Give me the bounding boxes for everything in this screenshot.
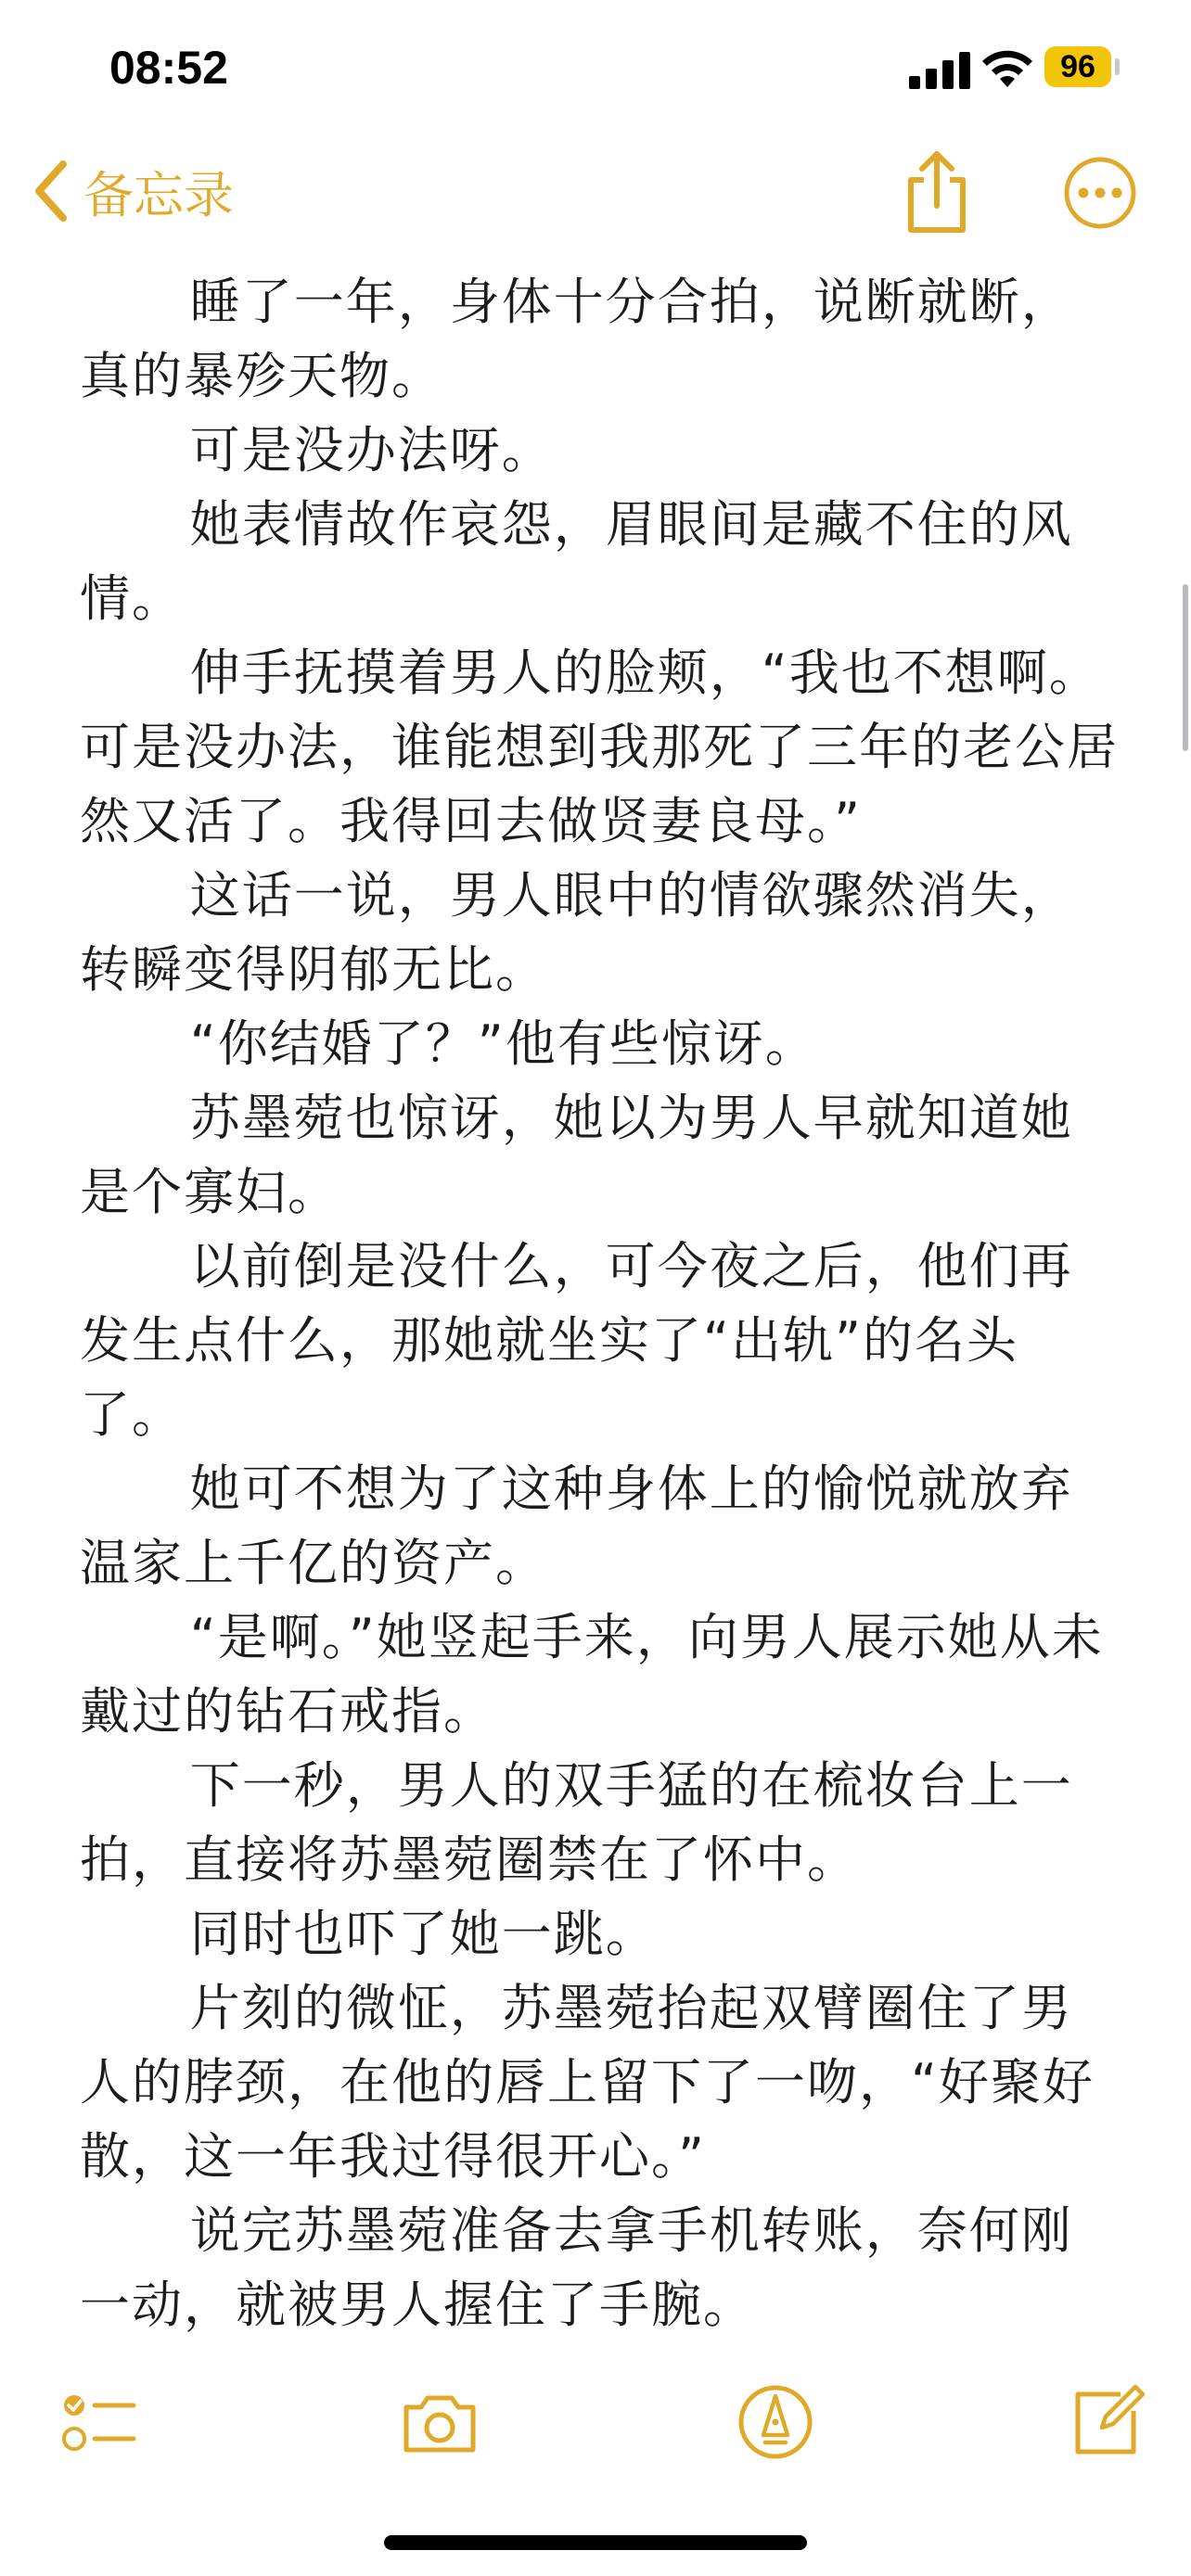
cellular-signal-icon	[909, 52, 974, 89]
home-indicator[interactable]	[384, 2535, 807, 2550]
note-paragraph: 可是没办法呀。	[189, 421, 554, 479]
ellipsis-circle-icon[interactable]	[1063, 156, 1137, 230]
checklist-icon[interactable]	[56, 2381, 137, 2463]
camera-icon[interactable]	[399, 2381, 480, 2463]
status-time: 08:52	[109, 42, 228, 94]
battery-cap	[1115, 58, 1120, 75]
battery-indicator: 96	[1044, 46, 1111, 87]
note-paragraph: “你结婚了？”他有些惊讶。	[189, 1014, 817, 1073]
note-paragraph: 同时也吓了她一跳。	[189, 1905, 658, 1963]
back-button[interactable]	[30, 156, 234, 226]
note-paragraph: 睡了一年，身体十分合拍，说断就断，真的暴殄天物。	[80, 273, 1073, 405]
back-button-label: 备忘录	[83, 165, 234, 224]
wifi-icon	[980, 46, 1035, 89]
navigation-bar	[0, 139, 1191, 241]
note-body[interactable]	[80, 265, 1119, 2342]
note-paragraph: 这话一说，男人眼中的情欲骤然消失，转瞬变得阴郁无比。	[80, 866, 1073, 999]
pen-tip-icon[interactable]	[735, 2381, 816, 2463]
note-paragraph: 片刻的微怔，苏墨菀抬起双臂圈住了男人的脖颈，在他的唇上留下了一吻，“好聚好散，这一年我过得很开心。”	[80, 1979, 1095, 2186]
note-paragraph: 以前倒是没什么，可今夜之后，他们再发生点什么，那她就坐实了“出轨”的名头了。	[80, 1237, 1073, 1444]
note-paragraph: 她可不想为了这种身体上的愉悦就放弃温家上千亿的资产。	[80, 1460, 1073, 1592]
status-bar	[0, 0, 1191, 139]
note-paragraph: 她表情故作哀怨，眉眼间是藏不住的风情。	[80, 495, 1073, 628]
note-paragraph: “是啊。”她竖起手来，向男人展示她从未戴过的钻石戒指。	[80, 1608, 1104, 1741]
note-paragraph: 苏墨菀也惊讶，她以为男人早就知道她是个寡妇。	[80, 1089, 1073, 1221]
bottom-toolbar	[0, 2374, 1191, 2476]
compose-icon[interactable]	[1065, 2381, 1146, 2463]
chevron-left-icon	[30, 159, 70, 223]
scroll-indicator[interactable]	[1183, 584, 1188, 751]
share-icon[interactable]	[900, 148, 974, 237]
note-paragraph: 下一秒，男人的双手猛的在梳妆台上一拍，直接将苏墨菀圈禁在了怀中。	[80, 1756, 1073, 1889]
note-paragraph: 伸手抚摸着男人的脸颊，“我也不想啊。可是没办法，谁能想到我那死了三年的老公居然又活了。我得回去做贤妻良母。”	[80, 644, 1119, 850]
note-paragraph: 说完苏墨菀准备去拿手机转账，奈何刚一动，就被男人握住了手腕。	[80, 2201, 1073, 2334]
